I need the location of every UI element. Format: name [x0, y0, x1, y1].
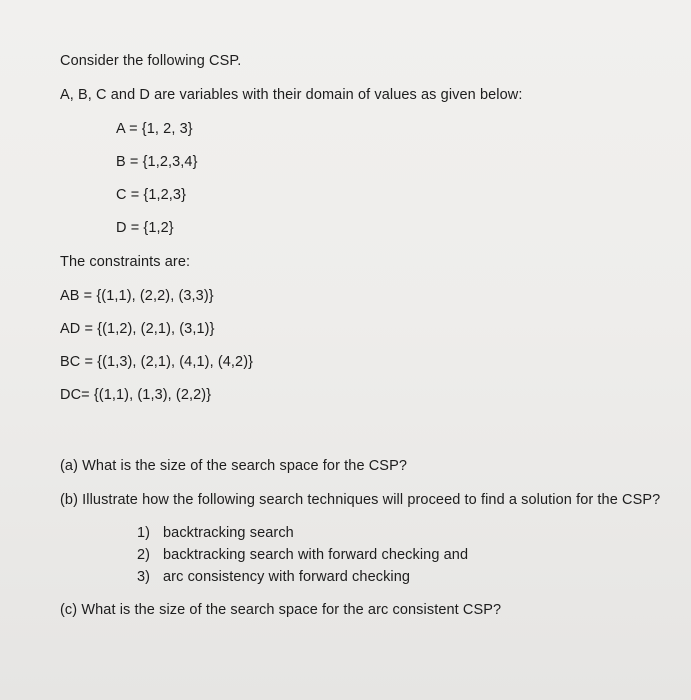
question-a: (a) What is the size of the search space for the CSP? [60, 458, 408, 474]
technique-text: backtracking search [163, 525, 294, 541]
domain-b: B = {1,2,3,4} [116, 154, 198, 170]
constraint-ab: AB = {(1,1), (2,2), (3,3)} [60, 288, 214, 304]
variables-intro: A, B, C and D are variables with their domain of values as given below: [60, 87, 523, 103]
intro-text: Consider the following CSP. [60, 53, 242, 69]
domain-d: D = {1,2} [116, 220, 174, 236]
domain-a: A = {1, 2, 3} [116, 121, 193, 137]
domain-c: C = {1,2,3} [116, 187, 187, 203]
technique-number: 3) [137, 569, 151, 585]
constraints-heading: The constraints are: [60, 254, 191, 270]
constraint-ad: AD = {(1,2), (2,1), (3,1)} [60, 321, 215, 337]
technique-number: 1) [137, 525, 151, 541]
constraint-bc: BC = {(1,3), (2,1), (4,1), (4,2)} [60, 354, 254, 370]
technique-number: 2) [137, 547, 151, 563]
question-b: (b) Illustrate how the following search techniques will proceed to find a solution for the CSP? [60, 492, 661, 508]
technique-text: backtracking search with forward checking and [163, 547, 469, 563]
question-c: (c) What is the size of the search space for the arc consistent CSP? [60, 602, 502, 618]
technique-text: arc consistency with forward checking [163, 569, 411, 585]
constraint-dc: DC= {(1,1), (1,3), (2,2)} [60, 387, 212, 403]
